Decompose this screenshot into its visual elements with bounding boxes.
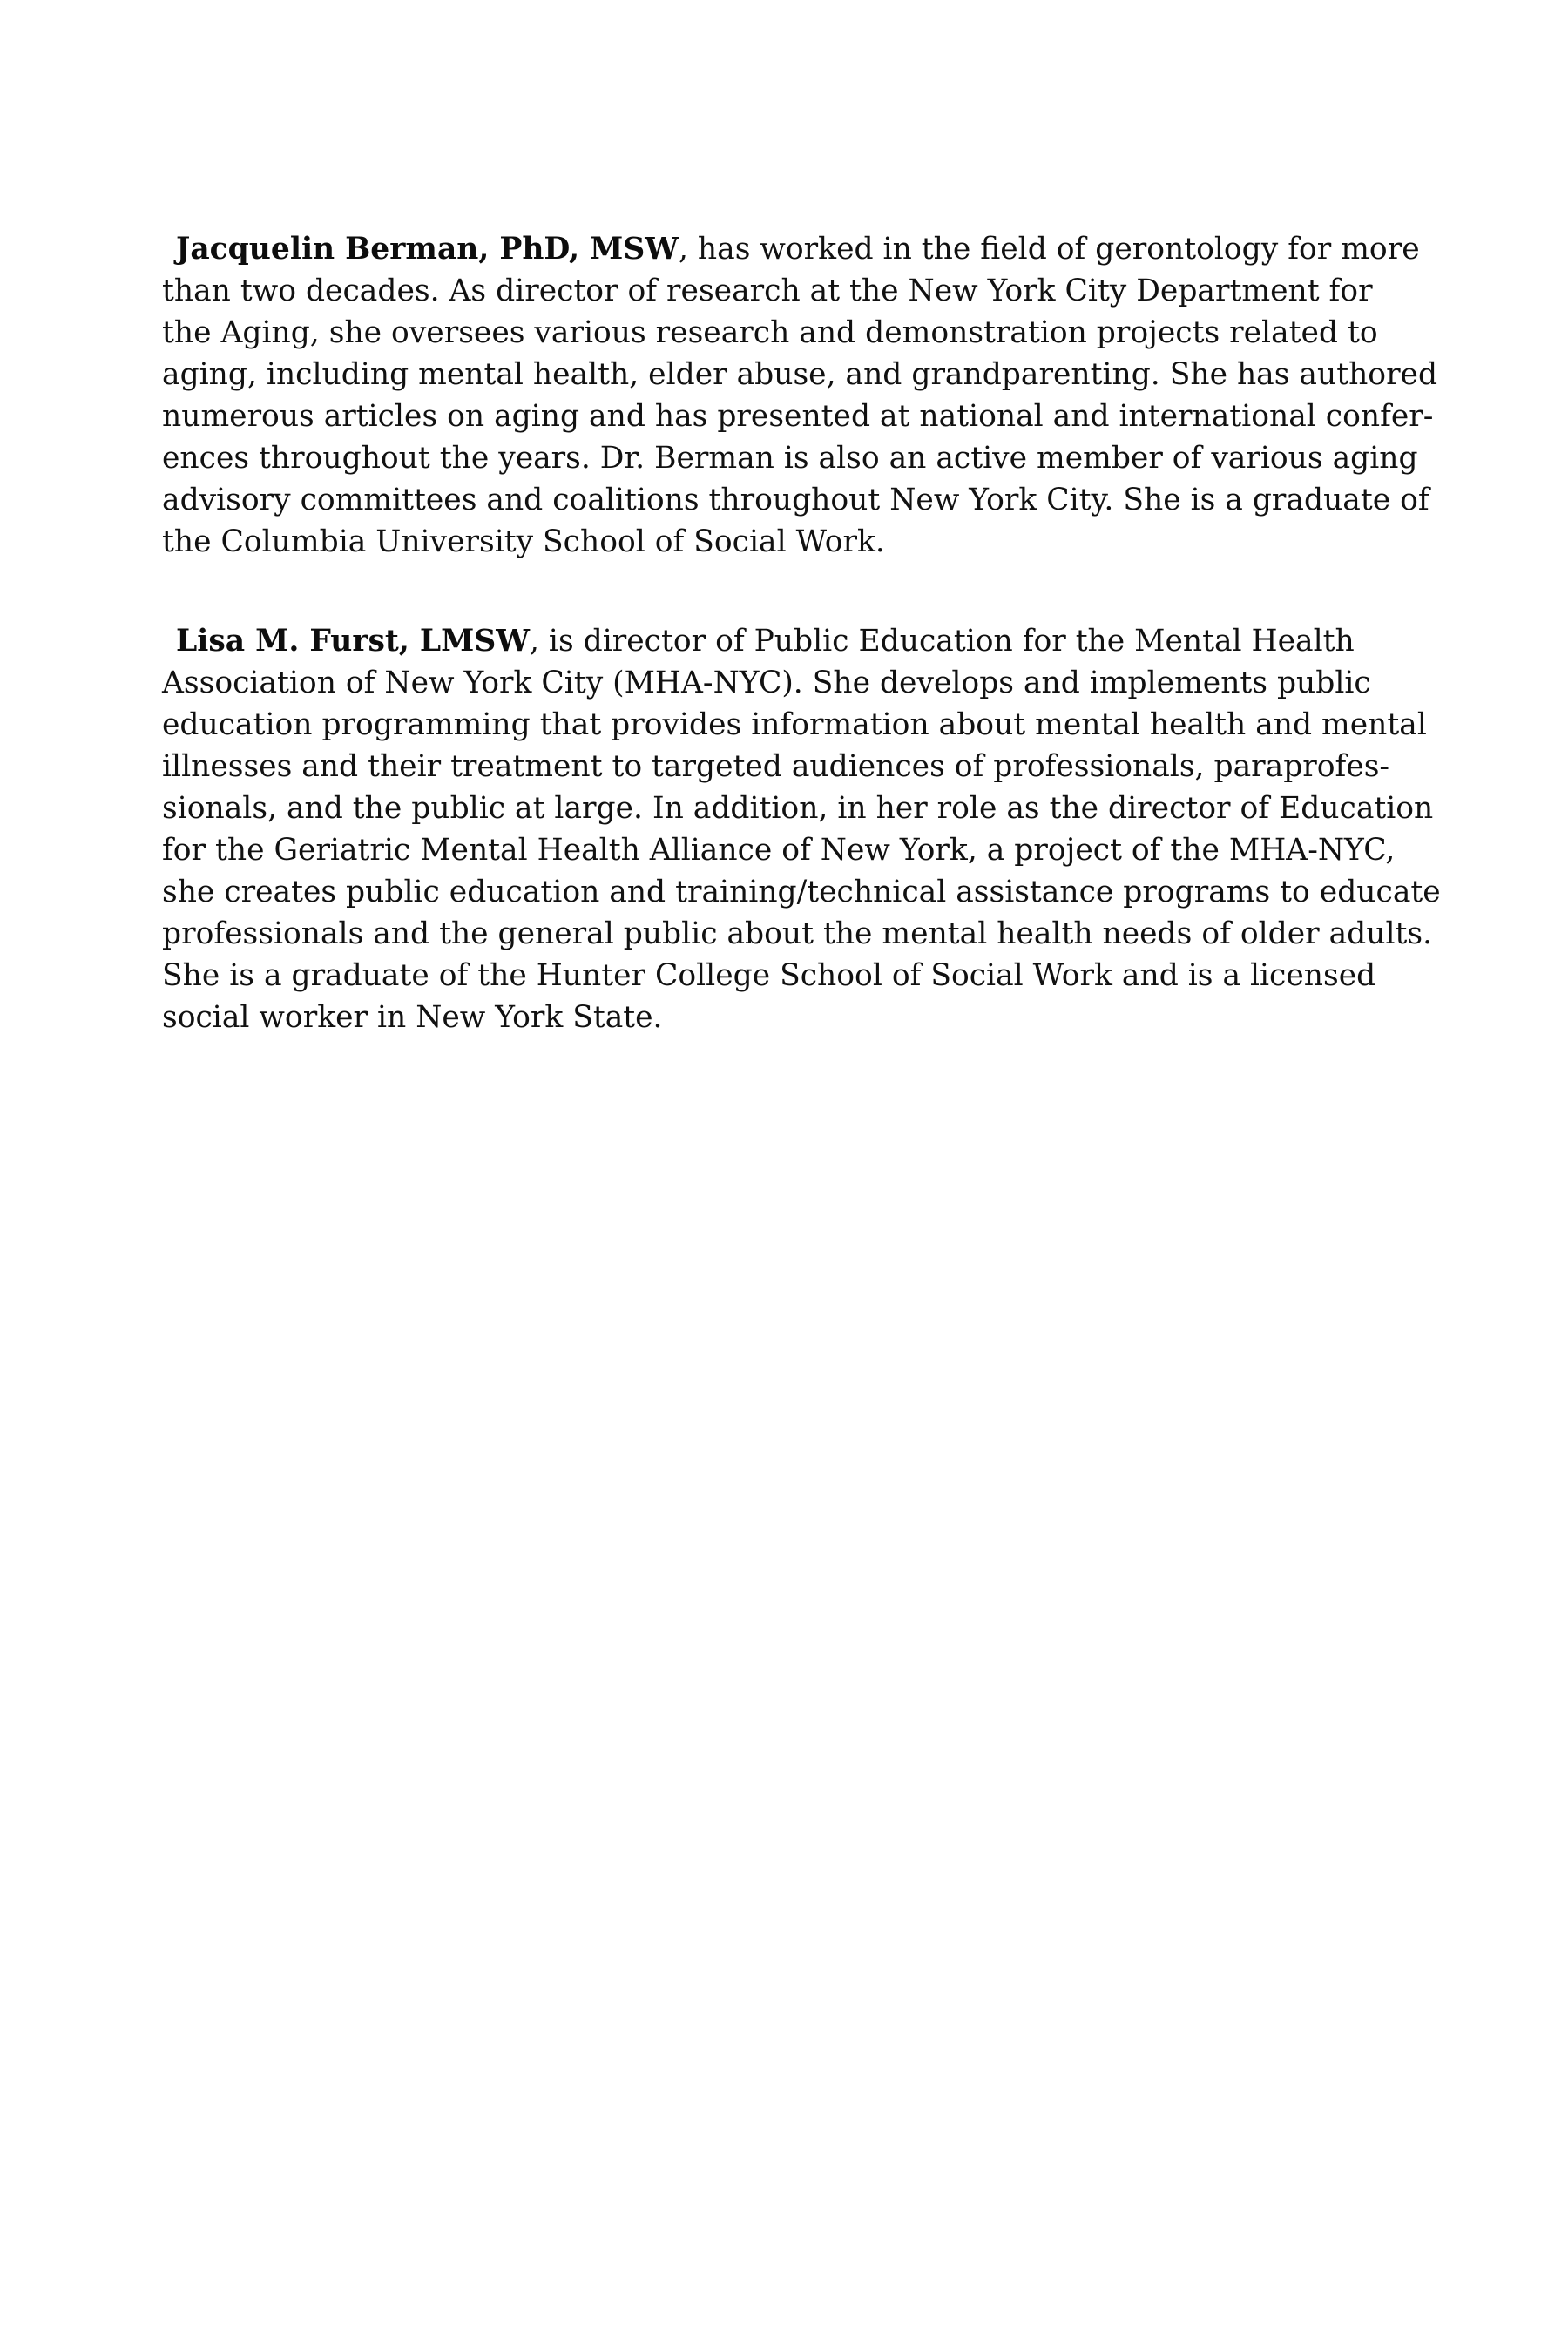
bio-name: Jacquelin Berman, PhD, MSW (176, 232, 679, 267)
bio-line: numerous articles on aging and has presented at national and international confer- (162, 399, 1434, 434)
bio-line: for the Geriatric Mental Health Alliance of New York, a project of the MHA-NYC, (162, 833, 1396, 868)
bio-line: Association of New York City (MHA-NYC). She develops and implements public (162, 666, 1371, 700)
bio-line: education programming that provides information about mental health and mental (162, 707, 1427, 742)
bio-line: social worker in New York State. (162, 1000, 663, 1035)
bio-line: sionals, and the public at large. In addition, in her role as the director of Education (162, 791, 1434, 826)
bio-text: , has worked in the field of gerontology for more (678, 232, 1420, 267)
bio-paragraph-berman (162, 228, 1438, 563)
bio-line: than two decades. As director of research at the New York City Department for (162, 274, 1373, 308)
bio-line: She is a graduate of the Hunter College School of Social Work and is a licensed (162, 958, 1376, 993)
bio-line: the Columbia University School of Social Work. (162, 524, 885, 559)
bio-line: advisory committees and coalitions throughout New York City. She is a graduate of (162, 483, 1429, 517)
bio-line: she creates public education and training/technical assistance programs to educate (162, 875, 1441, 909)
bio-line: the Aging, she oversees various research and demonstration projects related to (162, 315, 1378, 350)
bio-text: , is director of Public Education for the Mental Health (530, 624, 1355, 659)
bio-line: ences throughout the years. Dr. Berman is also an active member of various aging (162, 441, 1418, 476)
bio-paragraph-furst (162, 620, 1441, 1038)
bio-line: aging, including mental health, elder abuse, and grandparenting. She has authored (162, 357, 1438, 392)
bio-line: professionals and the general public about the mental health needs of older adults. (162, 916, 1433, 951)
bio-line: illnesses and their treatment to targeted audiences of professionals, paraprofes- (162, 749, 1390, 784)
bio-first-line (162, 228, 1420, 270)
bio-first-line (162, 620, 1355, 662)
bio-name: Lisa M. Furst, LMSW (176, 624, 530, 659)
